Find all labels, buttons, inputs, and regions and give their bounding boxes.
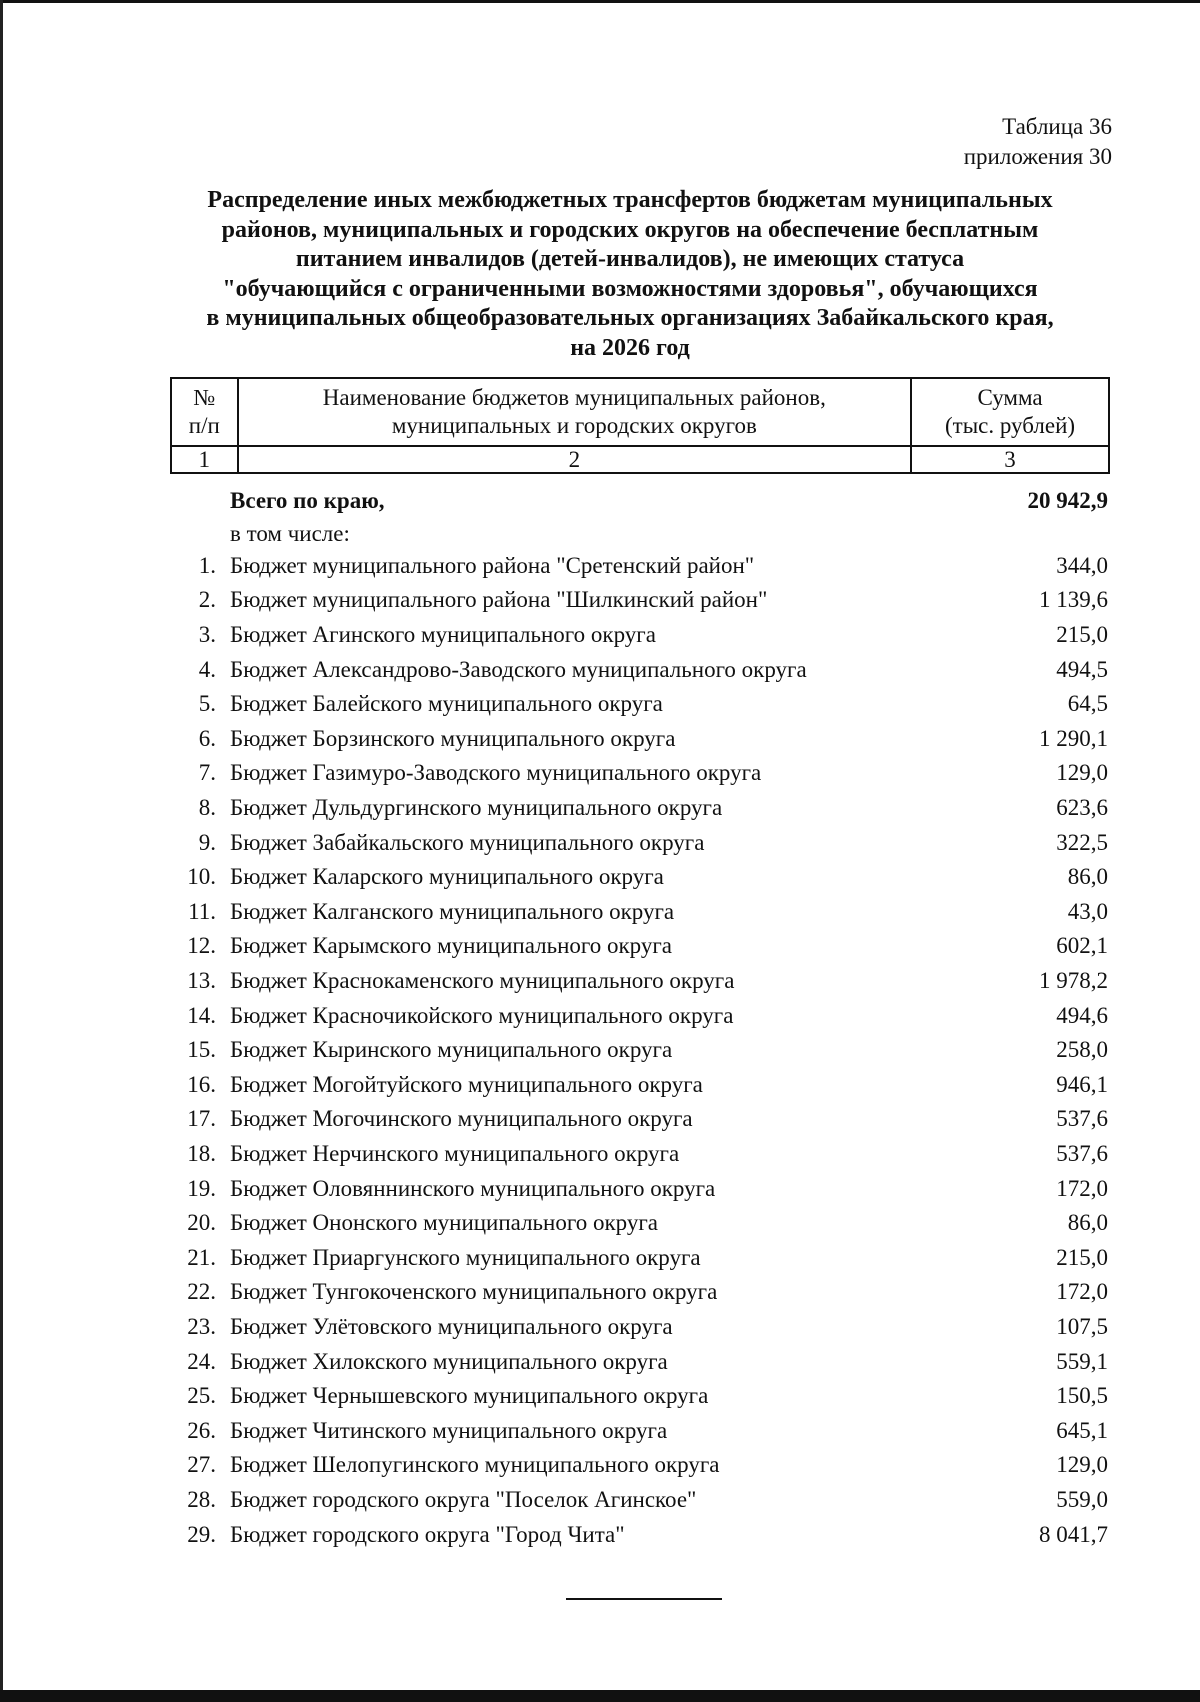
table-number: Таблица 36 (1002, 114, 1112, 139)
row-name: Бюджет муниципального района "Сретенский район" (230, 552, 755, 578)
row-value: 129,0 (1056, 1452, 1108, 1478)
table-row (170, 618, 1110, 653)
row-value: 86,0 (1067, 1210, 1108, 1236)
row-value: 494,6 (1056, 1002, 1108, 1028)
row-value: 43,0 (1067, 898, 1108, 924)
table-row (170, 652, 1110, 687)
row-value: 537,6 (1056, 1140, 1108, 1166)
row-value: 129,0 (1056, 760, 1108, 786)
table-row (170, 1344, 1110, 1379)
subheading-label: в том числе: (230, 520, 350, 546)
row-name: Бюджет Чернышевского муниципального округа (230, 1383, 709, 1409)
column-header-name: Наименование бюджетов муниципальных районов, муниципальных и городских округов (238, 378, 911, 446)
row-name: Бюджет городского округа "Поселок Агинское" (230, 1486, 697, 1512)
row-value: 64,5 (1067, 691, 1108, 717)
row-number: 1. (198, 552, 216, 578)
table-row (170, 1379, 1110, 1414)
row-name: Бюджет Забайкальского муниципального округа (230, 829, 705, 855)
scan-border-top (0, 0, 1200, 3)
table-row (170, 825, 1110, 860)
row-name: Бюджет Борзинского муниципального округа (230, 725, 676, 751)
row-number: 24. (187, 1348, 216, 1374)
row-number: 2. (198, 587, 216, 613)
row-name: Бюджет Ононского муниципального округа (230, 1210, 658, 1236)
row-name: Бюджет Каларского муниципального округа (230, 864, 664, 890)
row-number: 3. (198, 622, 216, 648)
row-name: Бюджет Нерчинского муниципального округа (230, 1140, 680, 1166)
row-number: 28. (187, 1486, 216, 1512)
total-label: Всего по краю, (230, 488, 385, 514)
table-row (170, 1033, 1110, 1068)
total-value: 20 942,9 (1027, 488, 1108, 514)
row-value: 258,0 (1056, 1037, 1108, 1063)
table-row (170, 998, 1110, 1033)
table-row (170, 1102, 1110, 1137)
table-row (170, 1483, 1110, 1518)
row-name: Бюджет Могойтуйского муниципального округа (230, 1071, 703, 1097)
row-number: 11. (188, 898, 216, 924)
table-row (170, 1275, 1110, 1310)
row-value: 8 041,7 (1039, 1521, 1108, 1547)
row-number: 12. (187, 933, 216, 959)
row-name: Бюджет Красночикойского муниципального округа (230, 1002, 734, 1028)
table-row (170, 1171, 1110, 1206)
row-name: Бюджет Тунгокоченского муниципального округа (230, 1279, 718, 1305)
table-header (170, 377, 1110, 474)
table-row (170, 583, 1110, 618)
row-number: 15. (187, 1037, 216, 1063)
table-row (170, 929, 1110, 964)
row-value: 1 139,6 (1039, 587, 1108, 613)
scan-border-bottom (0, 1690, 1200, 1702)
row-number: 4. (198, 656, 216, 682)
row-value: 645,1 (1056, 1417, 1108, 1443)
table-row (170, 549, 1110, 584)
row-name: Бюджет Краснокаменского муниципального округа (230, 968, 735, 994)
row-name: Бюджет Кыринского муниципального округа (230, 1037, 673, 1063)
row-number: 22. (187, 1279, 216, 1305)
row-value: 537,6 (1056, 1106, 1108, 1132)
row-number: 7. (198, 760, 216, 786)
row-value: 215,0 (1056, 1244, 1108, 1270)
appendix-number: приложения 30 (963, 144, 1112, 169)
total-row (170, 484, 1110, 519)
row-name: Бюджет Карымского муниципального округа (230, 933, 673, 959)
table-row (170, 1448, 1110, 1483)
row-name: Бюджет Александрово-Заводского муниципального округа (230, 656, 807, 682)
column-number-1: 1 (171, 446, 238, 473)
row-name: Бюджет Агинского муниципального округа (230, 622, 656, 648)
column-numbers (171, 446, 1109, 473)
scan-border-left (0, 0, 3, 1702)
table-row (170, 1517, 1110, 1552)
row-number: 26. (187, 1417, 216, 1443)
row-value: 494,5 (1056, 656, 1108, 682)
table-row (170, 1240, 1110, 1275)
row-value: 172,0 (1056, 1279, 1108, 1305)
table-body (170, 484, 1110, 1552)
title-line: питанием инвалидов (детей-инвалидов), не имеющих статуса (295, 246, 965, 272)
row-number: 5. (198, 691, 216, 717)
row-name: Бюджет Балейского муниципального округа (230, 691, 663, 717)
table-row (170, 1413, 1110, 1448)
row-value: 559,0 (1056, 1486, 1108, 1512)
row-name: Бюджет Могочинского муниципального округа (230, 1106, 693, 1132)
row-number: 19. (187, 1175, 216, 1201)
row-number: 13. (187, 968, 216, 994)
row-name: Бюджет Газимуро-Заводского муниципального округа (230, 760, 762, 786)
title-line: в муниципальных общеобразовательных организациях Забайкальского края, (206, 305, 1054, 331)
row-name: Бюджет муниципального района "Шилкинский район" (230, 587, 768, 613)
row-value: 602,1 (1056, 933, 1108, 959)
row-number: 25. (187, 1383, 216, 1409)
row-name: Бюджет Шелопугинского муниципального округа (230, 1452, 720, 1478)
row-value: 215,0 (1056, 622, 1108, 648)
row-value: 107,5 (1056, 1313, 1108, 1339)
subheading-row (170, 519, 1110, 549)
row-number: 8. (198, 795, 216, 821)
row-number: 6. (198, 725, 216, 751)
title-line: "обучающийся с ограниченными возможностями здоровья", обучающихся (222, 275, 1038, 302)
table-row (170, 895, 1110, 930)
row-number: 10. (187, 864, 216, 890)
row-value: 150,5 (1056, 1383, 1108, 1409)
row-name: Бюджет Оловяннинского муниципального округа (230, 1175, 716, 1201)
column-number-2: 2 (238, 446, 911, 473)
row-number: 21. (187, 1244, 216, 1270)
row-value: 1 978,2 (1039, 968, 1108, 994)
title-line: на 2026 год (570, 334, 690, 361)
row-name: Бюджет Читинского муниципального округа (230, 1417, 668, 1443)
table-row (170, 964, 1110, 999)
row-value: 559,1 (1056, 1348, 1108, 1374)
table-reference (964, 112, 1112, 172)
column-header-number: № п/п (171, 378, 238, 446)
row-number: 17. (187, 1106, 216, 1132)
column-number-3: 3 (911, 446, 1109, 473)
row-number: 18. (187, 1140, 216, 1166)
row-value: 1 290,1 (1039, 725, 1108, 751)
row-name: Бюджет Улётовского муниципального округа (230, 1313, 673, 1339)
table-row (170, 687, 1110, 722)
row-number: 20. (187, 1210, 216, 1236)
row-number: 14. (187, 1002, 216, 1028)
row-number: 23. (187, 1313, 216, 1339)
column-header-sum: Сумма (тыс. рублей) (911, 378, 1109, 446)
row-name: Бюджет Калганского муниципального округа (230, 898, 675, 924)
row-value: 172,0 (1056, 1175, 1108, 1201)
table-row (170, 860, 1110, 895)
column-headers (171, 378, 1109, 446)
row-value: 322,5 (1056, 829, 1108, 855)
table-row (170, 722, 1110, 757)
table-row (170, 1206, 1110, 1241)
row-name: Бюджет Хилокского муниципального округа (230, 1348, 668, 1374)
title-line: районов, муниципальных и городских округов на обеспечение бесплатным (221, 216, 1039, 243)
title-line: Распределение иных межбюджетных трансфертов бюджетам муниципальных (207, 187, 1053, 213)
end-divider (566, 1598, 722, 1600)
row-number: 16. (187, 1071, 216, 1097)
row-value: 344,0 (1056, 552, 1108, 578)
row-number: 29. (187, 1521, 216, 1547)
table-row (170, 1068, 1110, 1103)
row-value: 86,0 (1067, 864, 1108, 890)
table-row (170, 756, 1110, 791)
table-row (170, 1137, 1110, 1172)
row-name: Бюджет городского округа "Город Чита" (230, 1521, 625, 1547)
document-title (150, 186, 1110, 363)
row-name: Бюджет Дульдургинского муниципального округа (230, 795, 723, 821)
row-value: 623,6 (1056, 795, 1108, 821)
table-row (170, 791, 1110, 826)
table-row (170, 1310, 1110, 1345)
row-number: 27. (187, 1452, 216, 1478)
row-value: 946,1 (1056, 1071, 1108, 1097)
row-number: 9. (198, 829, 216, 855)
row-name: Бюджет Приаргунского муниципального округа (230, 1244, 701, 1270)
